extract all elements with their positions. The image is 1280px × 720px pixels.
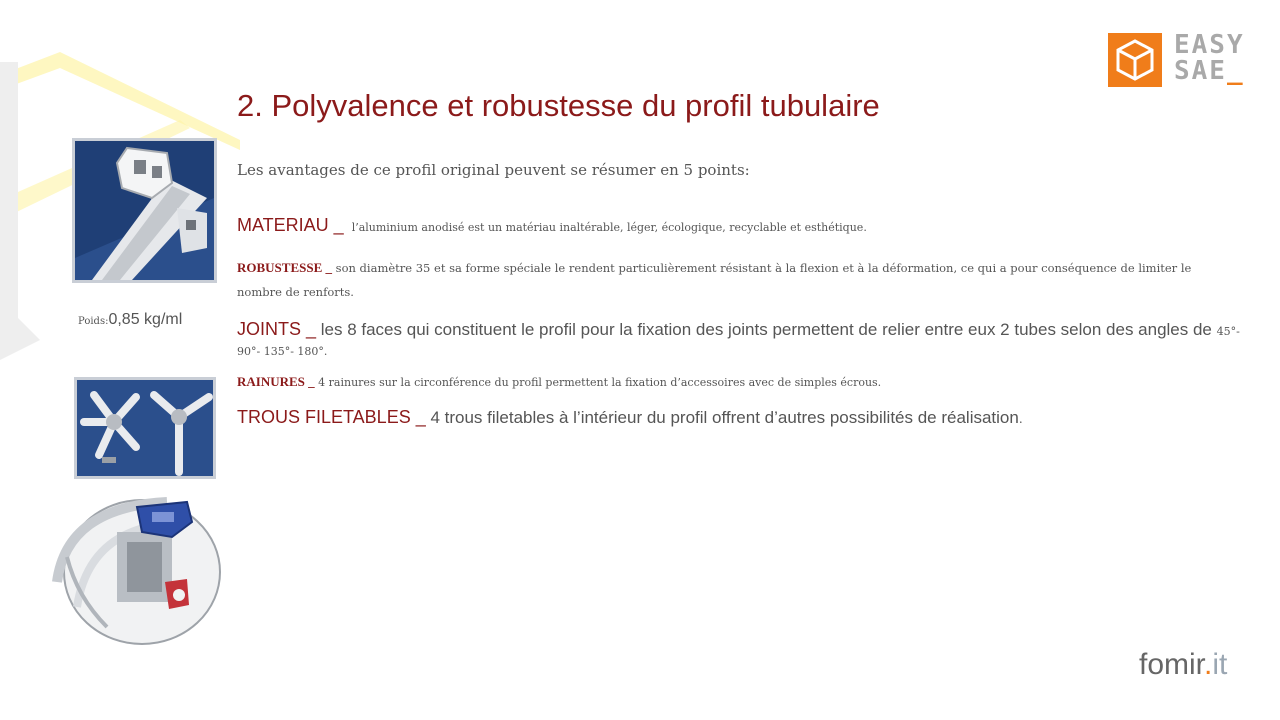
point-rainures [237, 374, 881, 390]
brand-wordmark: fomir.it [1139, 648, 1228, 681]
profile-image [72, 138, 217, 283]
joints-keyword: JOINTS _ [237, 319, 317, 339]
joints-image [74, 377, 216, 479]
point-robustesse [237, 256, 1217, 304]
point-trous: TROUS FILETABLES _ 4 trous filetables à l’intérieur du profil offrent d’autres possibilités de réalisation. [237, 407, 1023, 427]
page-title: 2. Polyvalence et robustesse du profil tubulaire [237, 88, 880, 123]
intro-text: Les avantages de ce profil original peuvent se résumer en 5 points: [237, 161, 750, 179]
point-joints [237, 320, 1247, 361]
rainures-text: 4 rainures sur la circonférence du profil permettent la fixation d’accessoires avec de simples écrous. [318, 376, 882, 389]
robustesse-keyword: ROBUSTESSE _ [237, 260, 333, 275]
logo-cube-icon [1108, 33, 1162, 87]
point-materiau [237, 215, 867, 236]
materiau-text: l’aluminium anodisé est un matériau inaltérable, léger, écologique, recyclable et esthétique. [351, 221, 867, 234]
trous-keyword: TROUS FILETABLES _ [237, 407, 426, 427]
section-image [47, 487, 222, 647]
joints-text: les 8 faces qui constituent le profil pour la fixation des joints permettent de relier entre eux 2 tubes selon des angles de [320, 320, 1212, 339]
robustesse-text: son diamètre 35 et sa forme spéciale le rendent particulièrement résistant à la flexion et à la déformation, ce qui a pour conséquence de limiter le nombre de renforts. [237, 261, 1192, 299]
trous-text: 4 trous filetables à l’intérieur du profil offrent d’autres possibilités de réalisation [430, 408, 1019, 427]
weight-info [78, 311, 182, 329]
logo-text: EASY SAE_ [1174, 30, 1245, 86]
materiau-keyword: MATERIAU _ [237, 215, 344, 235]
weight-label: Poids: [78, 316, 109, 327]
joints-angles: 45°- 90°- 135°- 180°. [237, 325, 1240, 358]
weight-value: 0,85 kg/ml [108, 311, 183, 328]
rainures-keyword: RAINURES _ [237, 374, 315, 389]
